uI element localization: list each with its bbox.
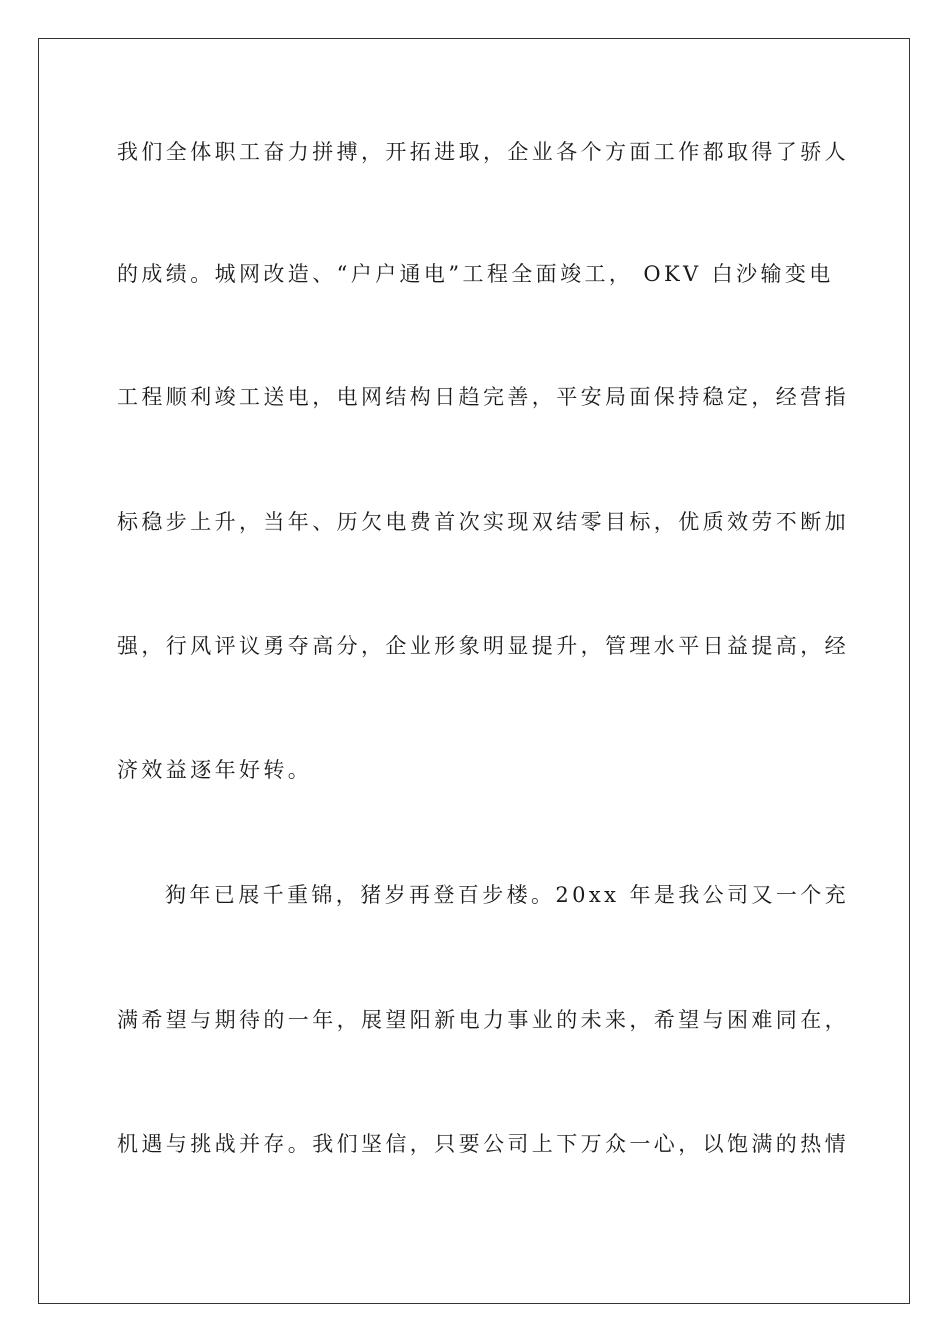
- text-line-7: 狗年已展千重锦，猪岁再登百步楼。20xx 年是我公司又一个充: [165, 883, 850, 907]
- text-line-3: 工程顺利竣工送电，电网结构日趋完善，平安局面保持稳定，经营指: [117, 385, 849, 409]
- text-line-8: 满希望与期待的一年，展望阳新电力事业的未来，希望与困难同在，: [117, 1008, 849, 1032]
- text-line-9: 机遇与挑战并存。我们坚信，只要公司上下万众一心，以饱满的热情: [117, 1132, 849, 1156]
- text-line-5: 强，行风评议勇夺高分，企业形象明显提升，管理水平日益提高，经: [117, 634, 849, 658]
- page-border: [38, 38, 910, 1304]
- text-line-1: 我们全体职工奋力拼搏，开拓进取，企业各个方面工作都取得了骄人: [117, 140, 849, 164]
- text-line-6: 济效益逐年好转。: [117, 758, 313, 782]
- text-line-4: 标稳步上升，当年、历欠电费首次实现双结零目标，优质效劳不断加: [117, 510, 849, 534]
- text-line-2: 的成绩。城网改造、“户户通电”工程全面竣工， OKV 白沙输变电: [117, 262, 834, 286]
